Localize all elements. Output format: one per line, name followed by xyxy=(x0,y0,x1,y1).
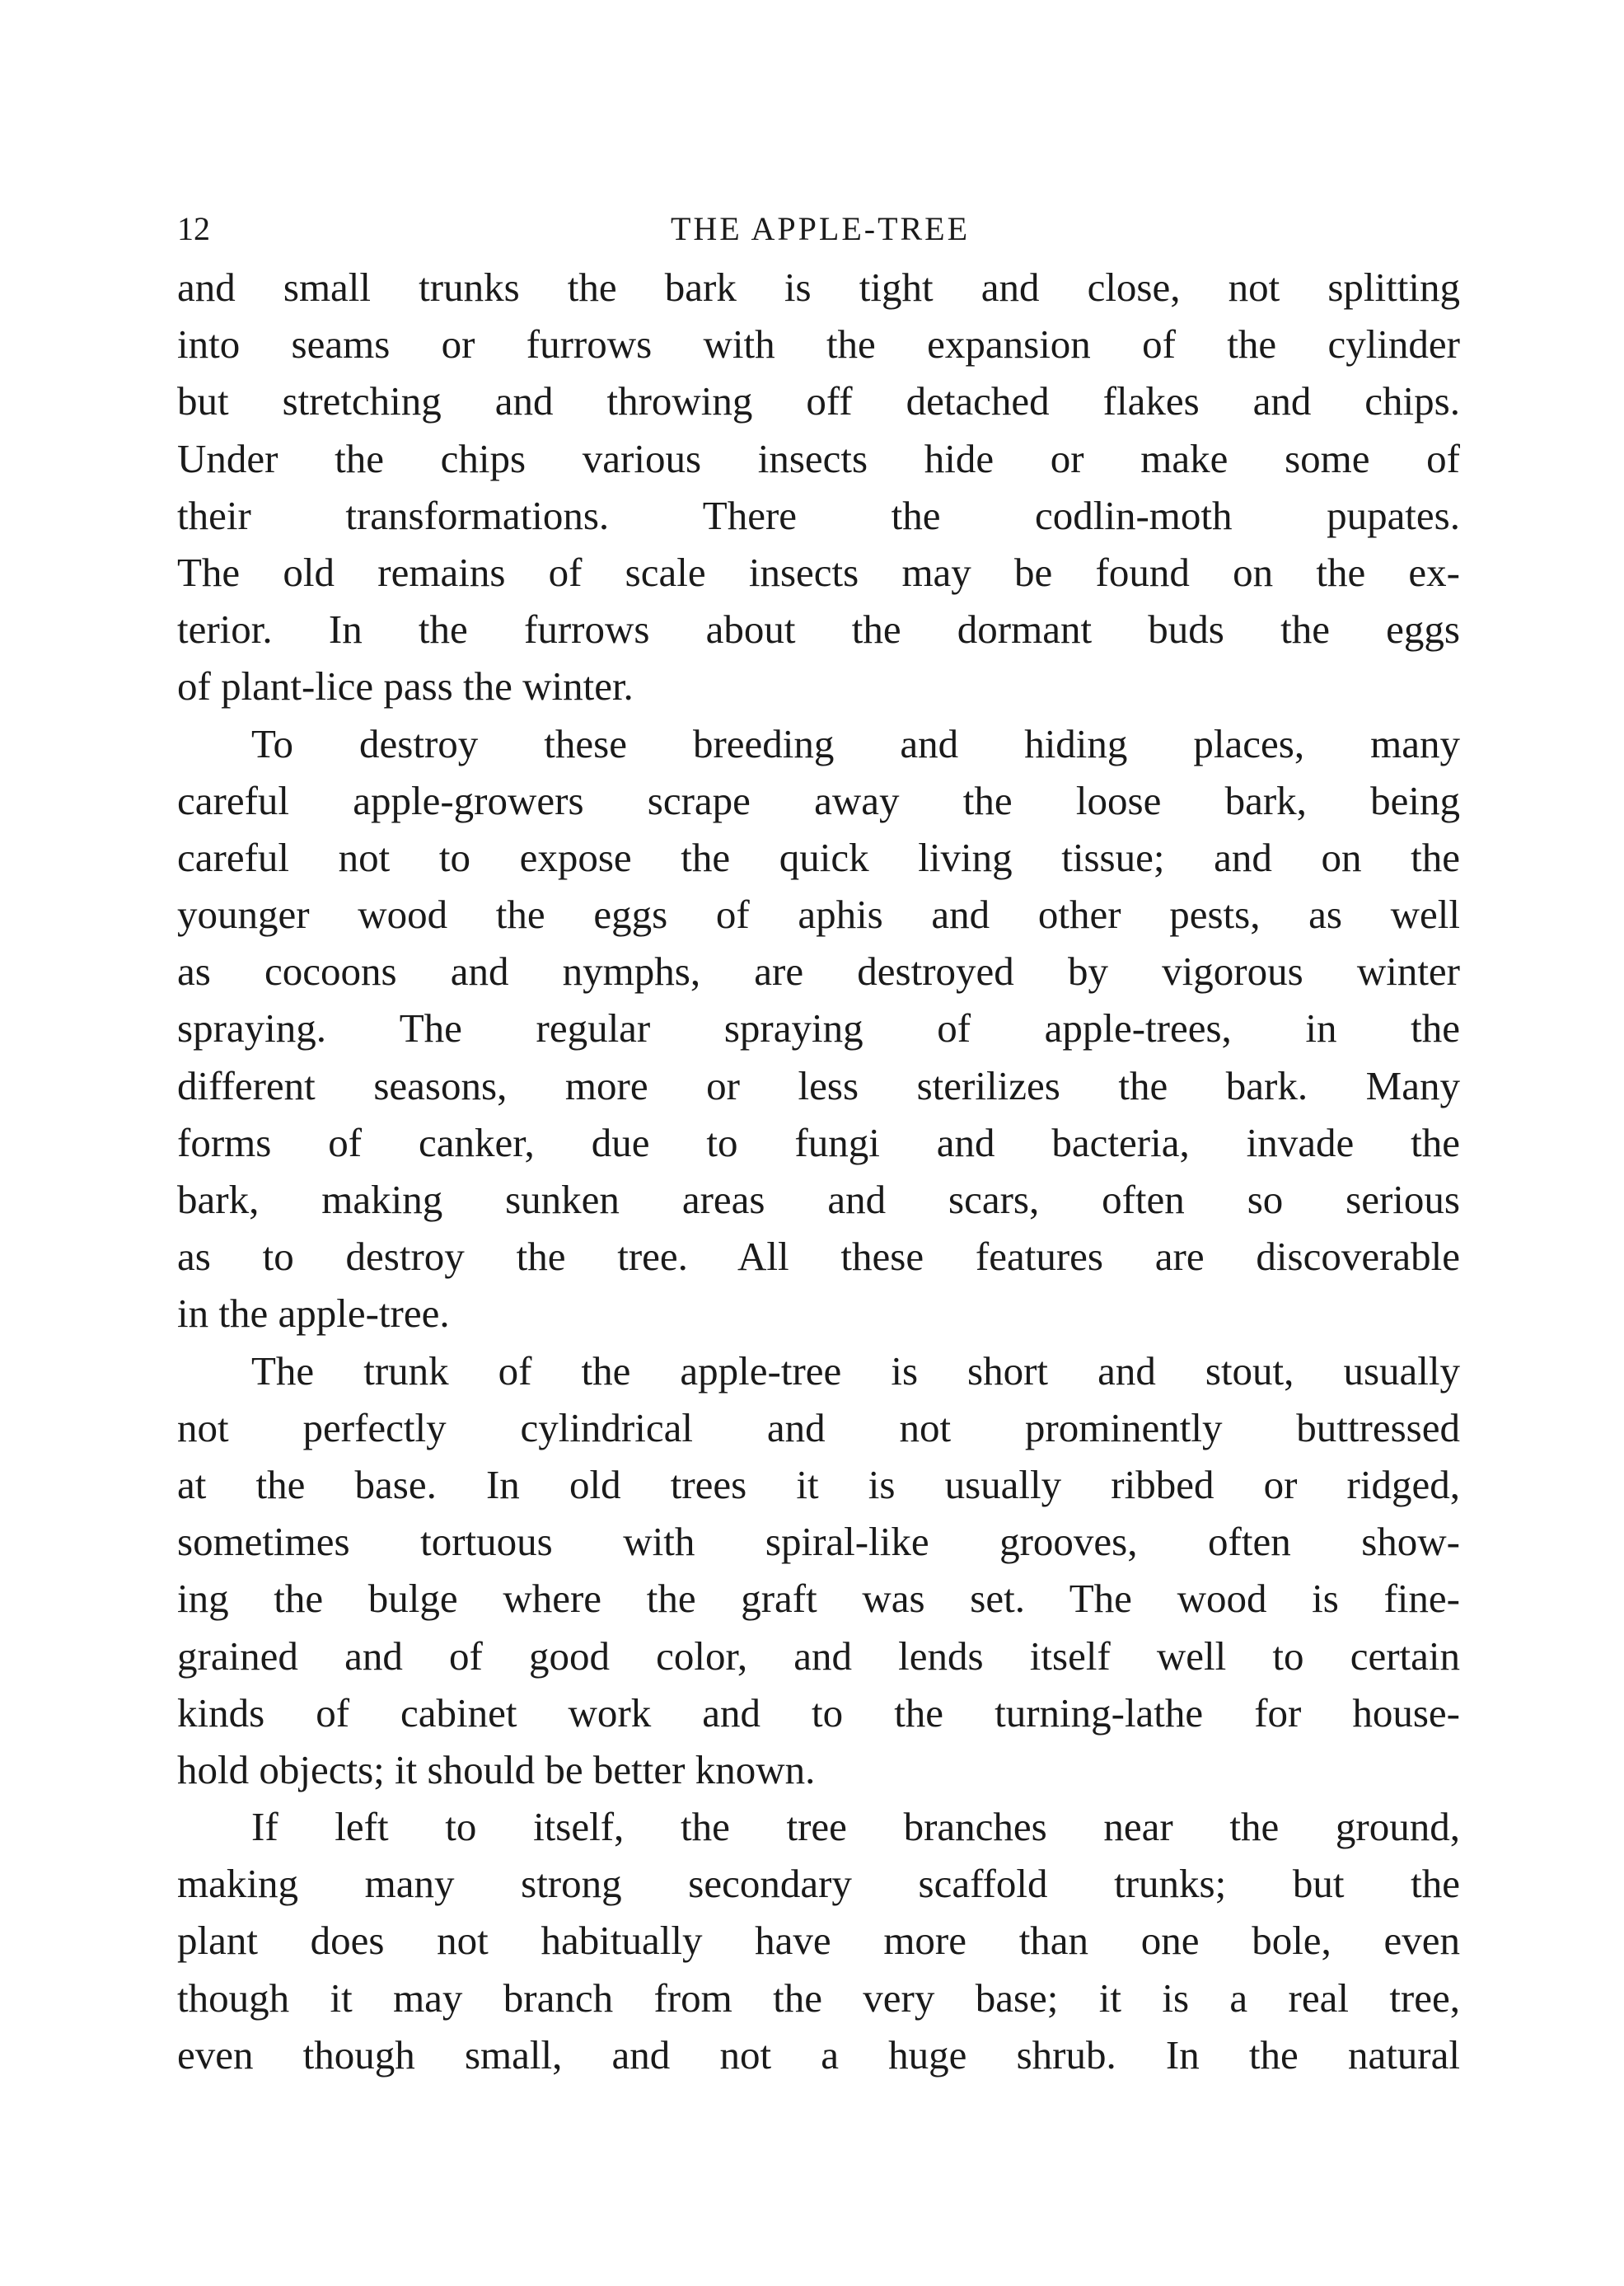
page-body-text xyxy=(177,259,1460,2083)
text-line: as to destroy the tree. All these features are discoverable xyxy=(177,1234,1460,1280)
text-line: ing the bulge where the graft was set. The wood is fine- xyxy=(177,1576,1460,1622)
text-line: The old remains of scale insects may be found on the ex- xyxy=(177,549,1460,595)
text-line: even though small, and not a huge shrub. In the natural xyxy=(177,2031,1460,2078)
text-line: bark, making sunken areas and scars, often so serious xyxy=(177,1177,1460,1222)
text-line: as cocoons and nymphs, are destroyed by vigorous winter xyxy=(177,949,1460,995)
text-line: at the base. In old trees it is usually ribbed or ridged, xyxy=(177,1461,1460,1507)
text-line: The trunk of the apple-tree is short and stout, usually xyxy=(251,1347,1460,1394)
text-line: different seasons, more or less sterilizes the bark. Many xyxy=(177,1062,1460,1108)
text-line: forms of canker, due to fungi and bacteria, invade the xyxy=(177,1119,1460,1165)
text-line: If left to itself, the tree branches near the ground, xyxy=(251,1804,1460,1850)
text-line: not perfectly cylindrical and not prominently buttressed xyxy=(177,1404,1460,1450)
running-title: THE APPLE-TREE xyxy=(670,210,971,247)
text-line: though it may branch from the very base; it is a real tree, xyxy=(177,1974,1460,2021)
text-line: but stretching and throwing off detached flakes and chips. xyxy=(177,378,1460,424)
text-line: and small trunks the bark is tight and close, not splitting xyxy=(177,265,1460,310)
page-number: 12 xyxy=(177,210,210,247)
text-line: in the apple-tree. xyxy=(177,1291,450,1337)
text-line: Under the chips various insects hide or make some of xyxy=(177,435,1460,481)
text-line: spraying. The regular spraying of apple-trees, in the xyxy=(177,1005,1460,1052)
text-line: sometimes tortuous with spiral-like grooves, often show- xyxy=(177,1519,1460,1565)
text-line: younger wood the eggs of aphis and other pests, as well xyxy=(177,892,1460,938)
text-line: into seams or furrows with the expansion of the cylinder xyxy=(177,321,1460,368)
text-line: To destroy these breeding and hiding places, many xyxy=(251,720,1460,766)
text-line: terior. In the furrows about the dormant buds the eggs xyxy=(177,607,1460,653)
text-line: kinds of cabinet work and to the turning-lathe for house- xyxy=(177,1689,1460,1736)
text-line: their transformations. There the codlin-moth pupates. xyxy=(177,492,1460,538)
text-line: plant does not habitually have more than one bole, even xyxy=(177,1918,1460,1964)
text-line: hold objects; it should be better known. xyxy=(177,1746,816,1792)
text-line: making many strong secondary scaffold trunks; but the xyxy=(177,1861,1460,1907)
text-line: grained and of good color, and lends itself well to certain xyxy=(177,1633,1460,1679)
text-line: of plant-lice pass the winter. xyxy=(177,663,634,710)
text-line: careful apple-growers scrape away the loose bark, being xyxy=(177,777,1460,823)
text-line: careful not to expose the quick living tissue; and on the xyxy=(177,834,1460,880)
